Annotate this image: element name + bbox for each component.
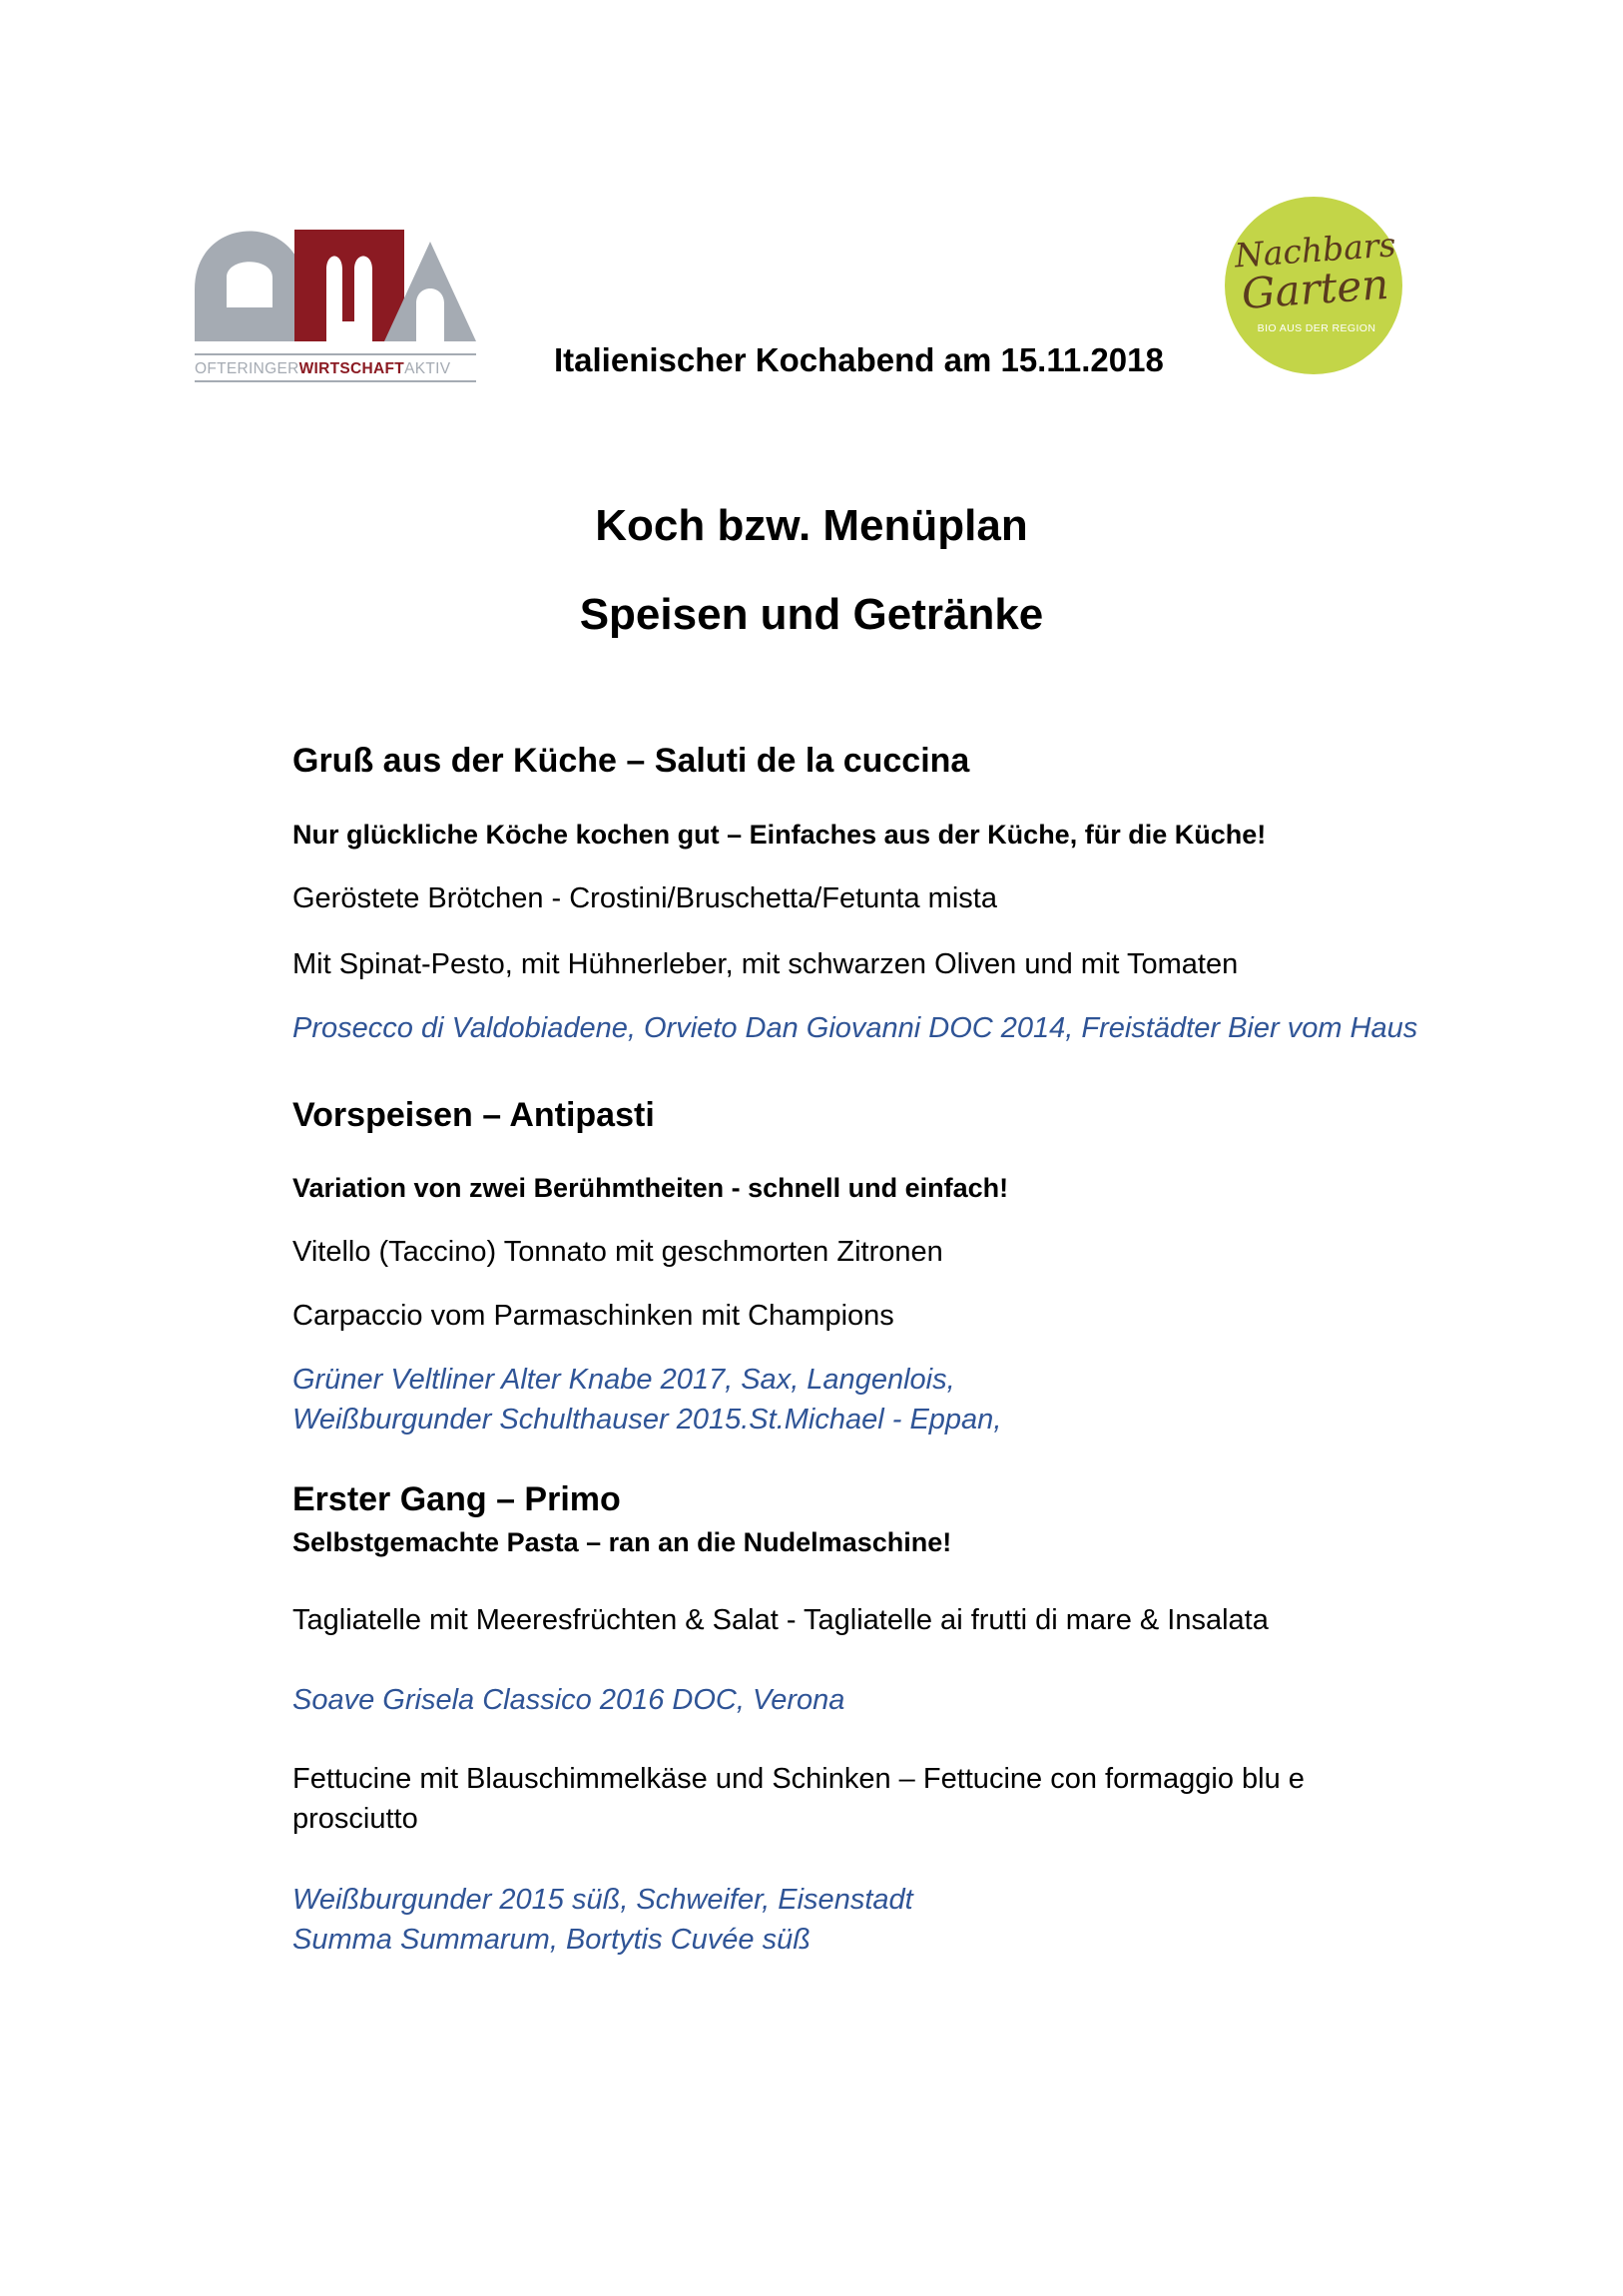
section-subheading-gruss: Nur glückliche Köche kochen gut – Einfaches aus der Küche, für die Küche! xyxy=(292,820,1267,850)
menu-content xyxy=(292,0,1490,2296)
wine-pairing: Prosecco di Valdobiadene, Orvieto Dan Giovanni DOC 2014, Freistädter Bier vom Haus xyxy=(292,1012,1418,1044)
title-menuplan: Koch bzw. Menüplan xyxy=(595,501,1028,550)
section-heading-gruss: Gruß aus der Küche – Saluti de la cuccina xyxy=(292,742,970,780)
owa-text-mid: WIRTSCHAFT xyxy=(298,360,405,377)
section-heading-primo: Erster Gang – Primo xyxy=(292,1480,621,1518)
section-heading-vorspeisen: Vorspeisen – Antipasti xyxy=(292,1096,655,1134)
section-subheading-vorspeisen: Variation von zwei Berühmtheiten - schnell und einfach! xyxy=(292,1173,1009,1203)
wine-pairing: Weißburgunder 2015 süß, Schweifer, Eisenstadt xyxy=(292,1884,913,1916)
menu-item: Geröstete Brötchen - Crostini/Bruschetta/Fetunta mista xyxy=(292,882,997,914)
menu-item: Tagliatelle mit Meeresfrüchten & Salat - Tagliatelle ai frutti di mare & Insalata xyxy=(292,1604,1269,1636)
title-speisen-getraenke: Speisen und Getränke xyxy=(579,590,1044,639)
ng-tagline: BIO AUS DER REGION xyxy=(1257,322,1376,334)
owa-text-right: AKTIV xyxy=(404,360,451,377)
wine-pairing: Summa Summarum, Bortytis Cuvée süß xyxy=(292,1924,811,1956)
wine-pairing: Soave Grisela Classico 2016 DOC, Verona xyxy=(292,1684,845,1716)
wine-pairing: Grüner Veltliner Alter Knabe 2017, Sax, Langenlois, xyxy=(292,1364,955,1396)
section-subheading-primo: Selbstgemachte Pasta – ran an die Nudelmaschine! xyxy=(292,1527,952,1557)
wine-pairing: Weißburgunder Schulthauser 2015.St.Michael - Eppan, xyxy=(292,1404,1002,1435)
ng-line2: Garten xyxy=(1240,259,1390,318)
event-header: Italienischer Kochabend am 15.11.2018 xyxy=(554,341,1164,378)
menu-item: Carpaccio vom Parmaschinken mit Champions xyxy=(292,1300,894,1332)
menu-item: Mit Spinat-Pesto, mit Hühnerleber, mit schwarzen Oliven und mit Tomaten xyxy=(292,948,1239,980)
ng-line1: Nachbars xyxy=(1233,225,1397,276)
menu-item: Vitello (Taccino) Tonnato mit geschmorten Zitronen xyxy=(292,1236,943,1268)
menu-item: Fettucine mit Blauschimmelkäse und Schinken – Fettucine con formaggio blu e xyxy=(292,1763,1305,1795)
owa-text-left: OFTERINGER xyxy=(195,360,299,377)
menu-item: prosciutto xyxy=(292,1803,418,1835)
